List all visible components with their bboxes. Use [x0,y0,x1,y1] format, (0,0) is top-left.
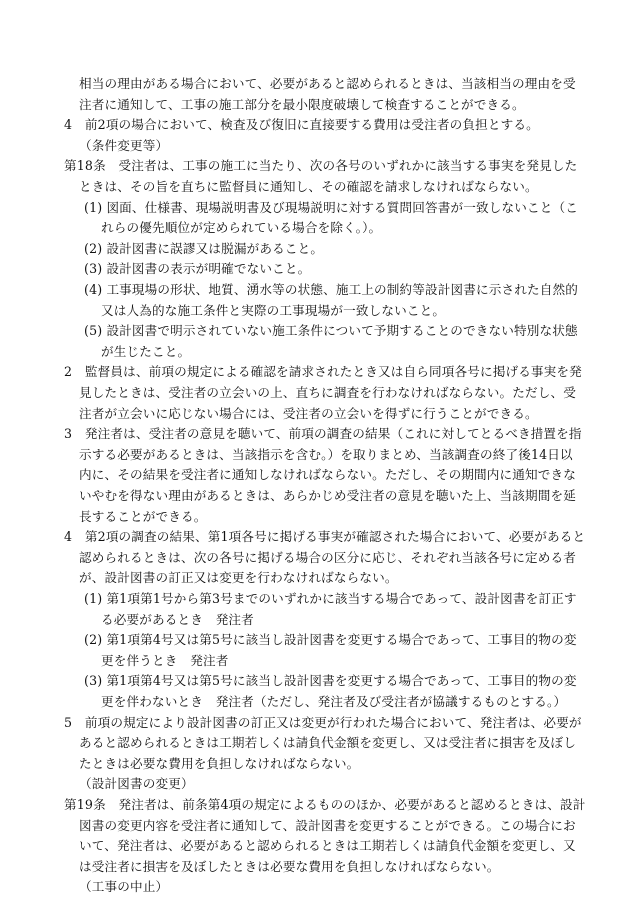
section-heading: （工事の中止） [79,879,169,895]
text-line: は受注者に損害を及ぼしたときは必要な費用を負担しなければならない。 [79,858,500,874]
text-line: 図書の変更内容を受注者に通知して、設計図書を変更することができる。この場合にお [79,817,576,833]
list-item: (1) 図面、仕様書、現場説明書及び現場説明に対する質問回答書が一致しないこと（こ [84,199,578,215]
list-item: (3) 設計図書の表示が明確でないこと。 [84,261,311,277]
text-line: 内に、その結果を受注者に通知しなければならない。ただし、その期間内に通知できな [79,467,577,483]
text-line: 更を伴うとき 発注者 [101,652,229,668]
list-item: (3) 第1項第4号又は第5号に該当し設計図書を変更する場合であって、工事目的物の変 [84,673,577,689]
text-line: ときは、その旨を直ちに監督員に通知し、その確認を請求しなければならない。 [79,179,538,194]
text-line: あると認められるときは工期若しくは請負代金額を変更し、又は受注者に損害を及ぼし [79,735,577,751]
text-line: いやむを得ない理由があるときは、あらかじめ受注者の意見を聴いた上、当該期間を延 [79,488,577,503]
text-line: 注者に通知して、工事の施工部分を最小限度破壊して検査することができる。 [79,96,525,112]
text-line: る必要があるとき 発注者 [101,611,254,627]
article-heading: 第18条 受注者は、工事の施工に当たり、次の各号のいずれかに該当する事実を発見した [64,158,578,174]
text-line: 認められるときは、次の各号に掲げる場合の区分に応じ、それぞれ当該各号に定める者 [79,549,577,565]
text-line: いて、発注者は、必要があると認められるときは工期若しくは請負代金額を変更し、又 [79,838,576,854]
list-item: (1) 第1項第1号から第3号までのいずれかに該当する場合であって、設計図書を訂正す [84,591,577,606]
article-heading: 第19条 発注者は、前条第4項の規定によるもののほか、必要があると認めるときは、設計 [64,797,586,812]
text-line: 長することができる。 [79,508,207,524]
list-item: (4) 工事現場の形状、地質、湧水等の状態、施工上の制約等設計図書に示された自然的 [84,282,578,297]
section-heading: （設計図書の変更） [79,776,194,792]
text-line: たときは必要な費用を負担しなければならない。 [79,755,360,771]
list-item: (2) 設計図書に誤謬又は脱漏があること。 [84,240,324,256]
paragraph-line: 5 前項の規定により設計図書の訂正又は変更が行われた場合において、発注者は、必要が [64,714,582,730]
text-line: が、設計図書の訂正又は変更を行わなければならない。 [79,570,398,586]
text-line: 4 前2項の場合において、検査及び復旧に直接要する費用は受注者の負担とする。 [64,117,539,133]
list-item: (5) 設計図書で明示されていない施工条件について予期することのできない特別な状態 [84,323,578,339]
list-item: (2) 第1項第4号又は第5号に該当し設計図書を変更する場合であって、工事目的物の変 [84,632,577,648]
paragraph-line: 3 発注者は、受注者の意見を聴いて、前項の調査の結果（これに対してとるべき措置を指 [64,426,582,442]
text-line: 又は人為的な施工条件と実際の工事現場が一致しないこと。 [101,302,446,318]
text-line: 更を伴わないとき 発注者（ただし、発注者及び受注者が協議するものとする。） [101,694,567,709]
text-line: が生じたこと。 [101,343,191,359]
text-line: 相当の理由がある場合において、必要があると認められるときは、当該相当の理由を受 [79,76,576,91]
section-heading: （条件変更等） [79,137,169,153]
paragraph-line: 2 監督員は、前項の規定による確認を請求されたとき又は自ら同項各号に掲げる事実を発 [64,364,582,380]
text-line: 見したときは、受注者の立会いの上、直ちに調査を行わなければならない。ただし、受 [79,385,577,400]
paragraph-line: 4 第2項の調査の結果、第1項各号に掲げる事実が確認された場合において、必要があると [64,529,586,545]
text-line: 注者が立会いに応じない場合には、受注者の立会いを得ずに行うことができる。 [79,405,538,421]
text-line: れらの優先順位が定められている場合を除く。）。 [101,220,382,236]
text-line: 示する必要があるときは、当該指示を含む。）を取りまとめ、当該調査の終了後14日以 [79,446,573,462]
